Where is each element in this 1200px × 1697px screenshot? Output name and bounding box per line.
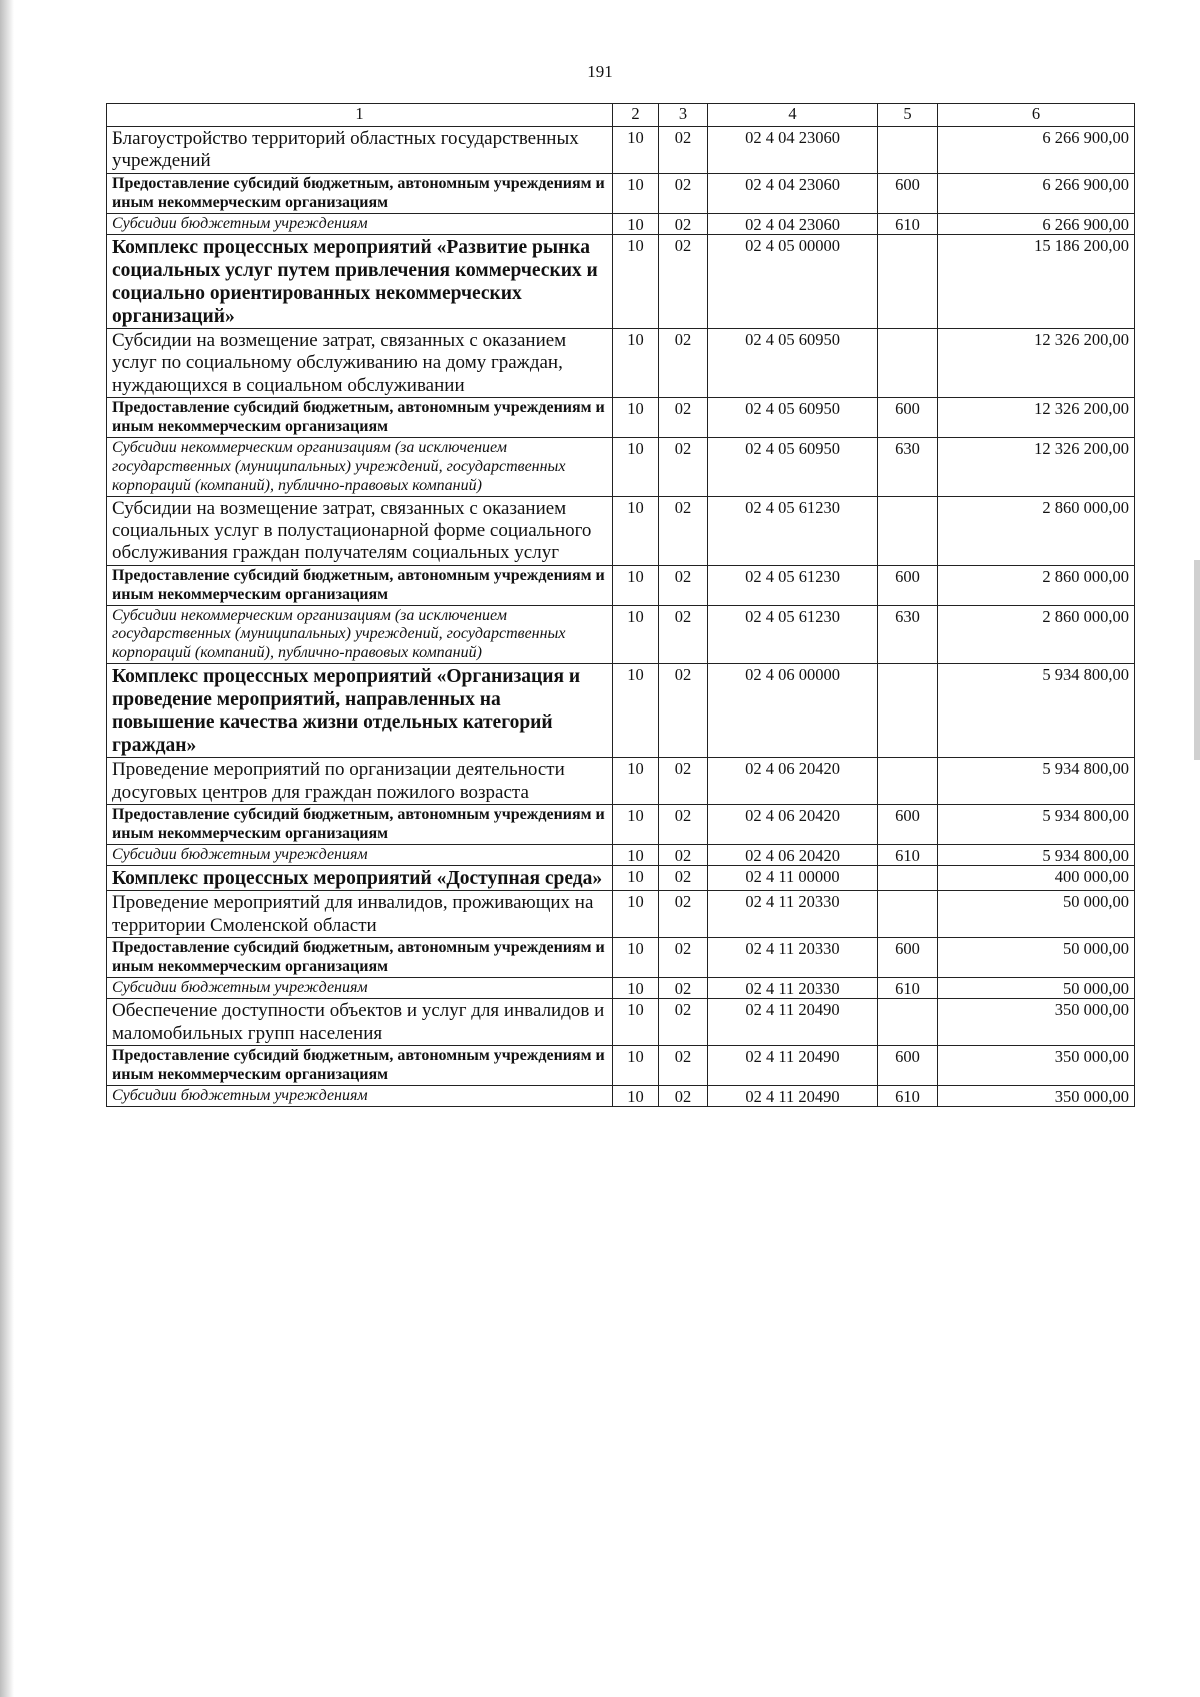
row-sum: 50 000,00 — [938, 938, 1135, 978]
row-sum: 5 934 800,00 — [938, 758, 1135, 805]
row-csr: 02 4 05 61230 — [708, 496, 878, 565]
row-csr: 02 4 11 20490 — [708, 999, 878, 1046]
row-vr: 630 — [878, 605, 938, 664]
row-name: Субсидии на возмещение затрат, связанных с оказанием социальных услуг в полустационарной форме социального обслуживания граждан получателям социальных услуг — [107, 496, 613, 565]
row-vr: 600 — [878, 938, 938, 978]
row-rz: 10 — [613, 891, 659, 938]
table-body — [107, 104, 1135, 1107]
scan-edge-right — [1194, 560, 1200, 760]
row-pr: 02 — [659, 605, 708, 664]
row-sum: 6 266 900,00 — [938, 173, 1135, 213]
row-vr — [878, 127, 938, 174]
row-sum: 350 000,00 — [938, 1085, 1135, 1106]
row-vr: 610 — [878, 844, 938, 865]
row-name: Комплекс процессных мероприятий «Развитие рынка социальных услуг путем привлечения коммерческих и социально ориентированных некоммерческих организаций» — [107, 235, 613, 329]
row-name: Субсидии на возмещение затрат, связанных с оказанием услуг по социальному обслуживанию на дому граждан, нуждающихся в социальном обслуживании — [107, 329, 613, 398]
row-rz: 10 — [613, 844, 659, 865]
row-rz: 10 — [613, 438, 659, 497]
row-pr: 02 — [659, 173, 708, 213]
row-pr: 02 — [659, 127, 708, 174]
row-sum: 5 934 800,00 — [938, 664, 1135, 758]
header-cell-pr: 3 — [659, 104, 708, 127]
header-cell-sum: 6 — [938, 104, 1135, 127]
row-pr: 02 — [659, 891, 708, 938]
row-pr: 02 — [659, 999, 708, 1046]
page-number: 191 — [587, 62, 613, 81]
budget-table — [106, 103, 1135, 1107]
row-vr — [878, 891, 938, 938]
row-vr — [878, 866, 938, 891]
row-pr: 02 — [659, 844, 708, 865]
row-sum: 50 000,00 — [938, 977, 1135, 998]
row-pr: 02 — [659, 977, 708, 998]
table-row — [107, 938, 1135, 978]
row-csr: 02 4 11 20330 — [708, 938, 878, 978]
row-name: Предоставление субсидий бюджетным, автономным учреждениям и иным некоммерческим организациям — [107, 173, 613, 213]
row-sum: 5 934 800,00 — [938, 844, 1135, 865]
row-name: Предоставление субсидий бюджетным, автономным учреждениям и иным некоммерческим организациям — [107, 805, 613, 845]
row-vr — [878, 235, 938, 329]
header-row — [107, 104, 1135, 127]
row-vr: 600 — [878, 398, 938, 438]
row-rz: 10 — [613, 329, 659, 398]
row-csr: 02 4 11 20330 — [708, 977, 878, 998]
row-vr — [878, 329, 938, 398]
row-csr: 02 4 04 23060 — [708, 173, 878, 213]
row-name: Предоставление субсидий бюджетным, автономным учреждениям и иным некоммерческим организациям — [107, 565, 613, 605]
row-rz: 10 — [613, 977, 659, 998]
table-row — [107, 1046, 1135, 1086]
table-row — [107, 213, 1135, 234]
row-name: Проведение мероприятий для инвалидов, проживающих на территории Смоленской области — [107, 891, 613, 938]
table-row — [107, 866, 1135, 891]
row-pr: 02 — [659, 213, 708, 234]
row-sum: 2 860 000,00 — [938, 605, 1135, 664]
row-pr: 02 — [659, 938, 708, 978]
table-row — [107, 605, 1135, 664]
row-csr: 02 4 06 20420 — [708, 758, 878, 805]
header-cell-csr: 4 — [708, 104, 878, 127]
row-vr — [878, 999, 938, 1046]
row-pr: 02 — [659, 398, 708, 438]
row-vr: 600 — [878, 1046, 938, 1086]
row-pr: 02 — [659, 565, 708, 605]
row-rz: 10 — [613, 605, 659, 664]
row-csr: 02 4 05 60950 — [708, 329, 878, 398]
row-name: Благоустройство территорий областных государственных учреждений — [107, 127, 613, 174]
row-vr: 610 — [878, 1085, 938, 1106]
table-row — [107, 496, 1135, 565]
row-vr: 610 — [878, 977, 938, 998]
row-vr: 610 — [878, 213, 938, 234]
row-sum: 400 000,00 — [938, 866, 1135, 891]
row-name: Субсидии некоммерческим организациям (за исключением государственных (муниципальных) учреждений, государственных корпораций (компаний), публично-правовых компаний) — [107, 438, 613, 497]
row-sum: 5 934 800,00 — [938, 805, 1135, 845]
table-row — [107, 438, 1135, 497]
row-sum: 350 000,00 — [938, 999, 1135, 1046]
row-name: Предоставление субсидий бюджетным, автономным учреждениям и иным некоммерческим организациям — [107, 398, 613, 438]
row-sum: 12 326 200,00 — [938, 398, 1135, 438]
table-row — [107, 127, 1135, 174]
row-name: Предоставление субсидий бюджетным, автономным учреждениям и иным некоммерческим организациям — [107, 1046, 613, 1086]
table-row — [107, 173, 1135, 213]
row-csr: 02 4 04 23060 — [708, 213, 878, 234]
row-rz: 10 — [613, 866, 659, 891]
row-vr: 600 — [878, 805, 938, 845]
row-name: Проведение мероприятий по организации деятельности досуговых центров для граждан пожилого возраста — [107, 758, 613, 805]
row-rz: 10 — [613, 173, 659, 213]
row-rz: 10 — [613, 664, 659, 758]
row-pr: 02 — [659, 805, 708, 845]
row-vr: 600 — [878, 173, 938, 213]
row-sum: 50 000,00 — [938, 891, 1135, 938]
table-row — [107, 235, 1135, 329]
table-row — [107, 329, 1135, 398]
row-name: Комплекс процессных мероприятий «Организация и проведение мероприятий, направленных на повышение качества жизни отдельных категорий граждан» — [107, 664, 613, 758]
row-pr: 02 — [659, 758, 708, 805]
row-csr: 02 4 04 23060 — [708, 127, 878, 174]
header-cell-name: 1 — [107, 104, 613, 127]
row-sum: 2 860 000,00 — [938, 565, 1135, 605]
row-csr: 02 4 05 61230 — [708, 565, 878, 605]
table-row — [107, 891, 1135, 938]
row-csr: 02 4 05 61230 — [708, 605, 878, 664]
row-name: Обеспечение доступности объектов и услуг для инвалидов и маломобильных групп населения — [107, 999, 613, 1046]
row-pr: 02 — [659, 1046, 708, 1086]
table-row — [107, 758, 1135, 805]
row-pr: 02 — [659, 866, 708, 891]
table-row — [107, 844, 1135, 865]
row-name: Субсидии бюджетным учреждениям — [107, 213, 613, 234]
row-csr: 02 4 11 20490 — [708, 1085, 878, 1106]
scan-edge-left — [0, 0, 14, 1697]
row-sum: 12 326 200,00 — [938, 329, 1135, 398]
row-rz: 10 — [613, 999, 659, 1046]
row-rz: 10 — [613, 398, 659, 438]
row-name: Субсидии бюджетным учреждениям — [107, 1085, 613, 1106]
row-name: Субсидии некоммерческим организациям (за исключением государственных (муниципальных) учреждений, государственных корпораций (компаний), публично-правовых компаний) — [107, 605, 613, 664]
row-csr: 02 4 11 00000 — [708, 866, 878, 891]
row-vr — [878, 664, 938, 758]
row-name: Предоставление субсидий бюджетным, автономным учреждениям и иным некоммерческим организациям — [107, 938, 613, 978]
row-rz: 10 — [613, 805, 659, 845]
row-csr: 02 4 06 20420 — [708, 844, 878, 865]
row-rz: 10 — [613, 496, 659, 565]
row-vr: 630 — [878, 438, 938, 497]
row-sum: 6 266 900,00 — [938, 127, 1135, 174]
table-row — [107, 1085, 1135, 1106]
table-row — [107, 565, 1135, 605]
row-rz: 10 — [613, 758, 659, 805]
row-rz: 10 — [613, 213, 659, 234]
table-row — [107, 398, 1135, 438]
row-rz: 10 — [613, 235, 659, 329]
row-csr: 02 4 05 00000 — [708, 235, 878, 329]
row-csr: 02 4 06 20420 — [708, 805, 878, 845]
row-csr: 02 4 06 00000 — [708, 664, 878, 758]
row-sum: 350 000,00 — [938, 1046, 1135, 1086]
row-sum: 15 186 200,00 — [938, 235, 1135, 329]
row-csr: 02 4 11 20330 — [708, 891, 878, 938]
row-pr: 02 — [659, 438, 708, 497]
row-csr: 02 4 05 60950 — [708, 438, 878, 497]
table-row — [107, 664, 1135, 758]
row-rz: 10 — [613, 1046, 659, 1086]
row-name: Субсидии бюджетным учреждениям — [107, 844, 613, 865]
row-rz: 10 — [613, 1085, 659, 1106]
row-name: Комплекс процессных мероприятий «Доступная среда» — [107, 866, 613, 891]
row-sum: 6 266 900,00 — [938, 213, 1135, 234]
row-pr: 02 — [659, 496, 708, 565]
row-vr — [878, 758, 938, 805]
row-rz: 10 — [613, 565, 659, 605]
row-csr: 02 4 05 60950 — [708, 398, 878, 438]
row-pr: 02 — [659, 329, 708, 398]
header-cell-rz: 2 — [613, 104, 659, 127]
table-row — [107, 977, 1135, 998]
header-cell-vr: 5 — [878, 104, 938, 127]
row-csr: 02 4 11 20490 — [708, 1046, 878, 1086]
table-row — [107, 999, 1135, 1046]
row-vr: 600 — [878, 565, 938, 605]
row-vr — [878, 496, 938, 565]
table-row — [107, 805, 1135, 845]
row-pr: 02 — [659, 1085, 708, 1106]
row-name: Субсидии бюджетным учреждениям — [107, 977, 613, 998]
row-rz: 10 — [613, 127, 659, 174]
row-sum: 2 860 000,00 — [938, 496, 1135, 565]
row-pr: 02 — [659, 235, 708, 329]
row-pr: 02 — [659, 664, 708, 758]
row-sum: 12 326 200,00 — [938, 438, 1135, 497]
row-rz: 10 — [613, 938, 659, 978]
